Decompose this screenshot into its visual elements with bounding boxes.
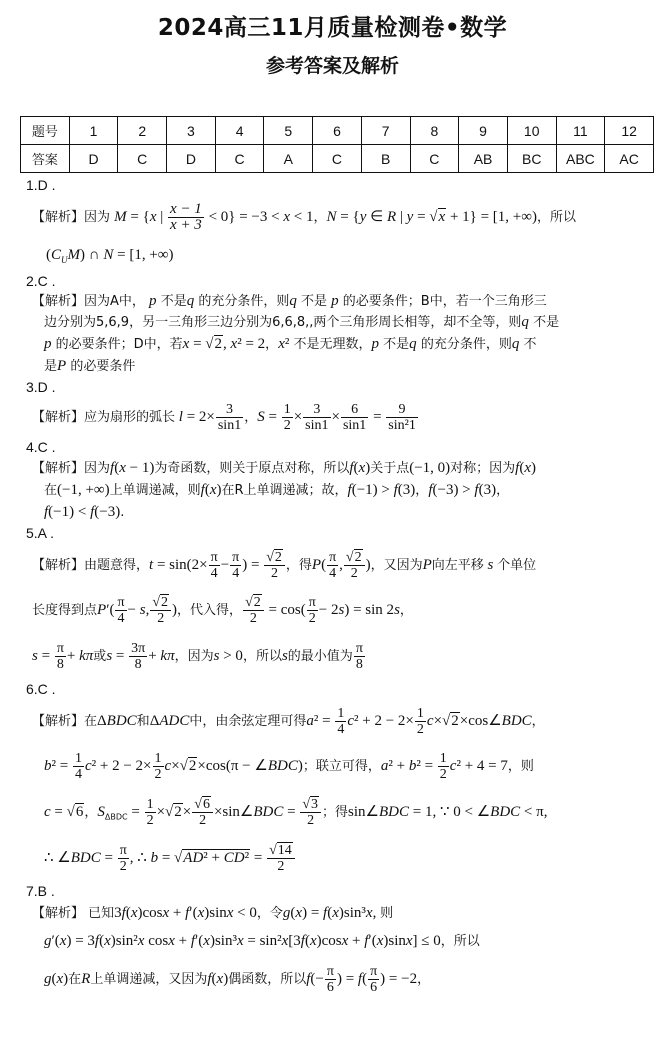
page-subtitle: 参考答案及解析	[265, 55, 399, 77]
table-cell: 8	[410, 117, 459, 145]
question-number: 7.B .	[26, 883, 55, 899]
solution-line: ∴ ∠BDC = $\frac{\pi}{2}$ , ∴ b = √AD² + CD² = $\frac{√14}{2}$	[0, 835, 665, 881]
solution-line: 【解析】因为f(x − 1)为奇函数，则关于原点对称，所以f(x)关于点(−1, 0)对称；因为f(x)	[32, 460, 537, 476]
question-number-row	[21, 117, 654, 145]
row-label: 题号	[21, 117, 70, 145]
table-cell: C	[410, 145, 459, 173]
solutions	[0, 175, 665, 1001]
table-cell: 2	[118, 117, 167, 145]
solution-line: g(x)在R上单调递减，又因为f(x)偶函数，所以f(− $\frac{\pi}{6}$ ) = f( $\frac{\pi}{6}$ ) = −2，	[44, 964, 431, 995]
solution-line: 【解析】由题意得，t = sin(2× $\frac{\pi}{4}$ − $\frac{\pi}{4}$ ) = $\frac{√2}{2}$ ，得P( $\frac{\pi}{4}$ , $\frac{√2}{2}$ )，又因为P向左平移 s 个单位	[32, 550, 537, 581]
solution-line: 长度得到点P′( $\frac{\pi}{4}$ − s, $\frac{√2}{2}$ )，代入得， $\frac{√2}{2}$ = cos( $\frac{\pi}{2}$ − 2s) = sin 2s，	[32, 595, 413, 626]
answer-row	[21, 145, 654, 173]
solution-line: 【解析】应为扇形的弧长 l = 2× $\frac{3}{\sin 1}$ ，S = $\frac{1}{2}$ × $\frac{3}{\sin 1}$ × $\frac{6}{\sin 1}$ = $\frac{9}{\text{sin²1}}$	[32, 402, 416, 433]
question-number: 6.C .	[26, 681, 56, 697]
table-cell: B	[361, 145, 410, 173]
table-cell: ABC	[556, 145, 605, 173]
table-cell: BC	[507, 145, 556, 173]
table-cell: D	[69, 145, 118, 173]
solution-line: 【解析】 已知3f(x)cosx + f′(x)sinx < 0，令g(x) = f(x)sin³x, 则	[32, 905, 394, 921]
table-cell: 6	[313, 117, 362, 145]
answer-table	[20, 116, 654, 173]
table-cell: A	[264, 145, 313, 173]
solution-line: 【解析】在ΔBDC和ΔADC中，由余弦定理可得a² = $\frac{1}{4}$ c² + 2 − 2× $\frac{1}{2}$ c×√2×cos∠BDC，	[32, 706, 545, 737]
table-cell: C	[215, 145, 264, 173]
table-cell: 9	[459, 117, 508, 145]
solution-line: 【解析】因为A中， p 不是q 的充分条件，则q 不是 p 的必要条件；B中，若一个三角形三	[32, 293, 547, 309]
solution-line: g′(x) = 3f(x)sin²x cosx + f′(x)sin³x = sin²x[3f(x)cosx + f′(x)sinx] ≤ 0，所以	[44, 933, 480, 949]
table-cell: 4	[215, 117, 264, 145]
question-number: 1.D .	[26, 177, 56, 193]
solution-line: 【解析】因为 M = {x | $\frac{x - 1}{x + 3}$ < 0} = −3 < x < 1，N = {y ∈ R | y = √x + 1} = [1, +∞)，所以	[32, 201, 576, 233]
solution-line: s = $\frac{\pi}{8}$ + kπ或s = $\frac{3\pi}{8}$ + kπ，因为s > 0，所以s的最小值为 $\frac{\pi}{8}$	[32, 641, 363, 672]
table-cell: C	[313, 145, 362, 173]
row-label: 答案	[21, 145, 70, 173]
solution-line: b² = $\frac{1}{4}$ c² + 2 − 2× $\frac{1}{2}$ c×√2×cos(π − ∠BDC)；联立可得，a² + b² = $\frac{1}{2}$ c² + 4 = 7，则	[44, 751, 534, 782]
table-cell: 7	[361, 117, 410, 145]
solution-line: c = √6，$S_{\Delta BDC}$ = $\frac{1}{2}$ ×√2× $\frac{√6}{2}$ ×sin∠BDC = $\frac{√3}{2}$ ；得sin∠BDC = 1, ∵ 0 < ∠BDC < π,	[44, 797, 548, 828]
question-number: 5.A .	[26, 525, 55, 541]
table-cell: AC	[605, 145, 654, 173]
analysis-tag: 【解析】	[32, 210, 85, 225]
page-title: 2024高三11月质量检测卷•数学	[157, 15, 508, 41]
question-number: 4.C .	[26, 439, 56, 455]
table-cell: 10	[507, 117, 556, 145]
table-cell: D	[167, 145, 216, 173]
solution-line: $(C_UM)$ ∩ N = [1, +∞)	[46, 247, 174, 265]
solution-line: 在(−1, +∞)上单调递减，则f(x)在R上单调递减；故，f(−1) > f(3)，f(−3) > f(3)，	[44, 482, 510, 498]
solution-line: p 的必要条件；D中，若x = √2, x² = 2，x² 不是无理数，p 不是q 的充分条件，则q 不	[44, 336, 537, 352]
table-cell: 3	[167, 117, 216, 145]
solution-line: 是P 的必要条件	[44, 358, 136, 374]
table-cell: 5	[264, 117, 313, 145]
table-cell: 12	[605, 117, 654, 145]
solution-line: f(−1) < f(−3).	[44, 504, 125, 520]
question-number: 2.C .	[26, 273, 56, 289]
table-cell: C	[118, 145, 167, 173]
table-cell: 11	[556, 117, 605, 145]
table-cell: 1	[69, 117, 118, 145]
question-number: 3.D .	[26, 379, 56, 395]
solution-line: 边分别为5,6,9，另一三角形三边分别为6,6,8,,两个三角形周长相等，却不全等，则q 不是	[44, 314, 560, 330]
table-cell: AB	[459, 145, 508, 173]
